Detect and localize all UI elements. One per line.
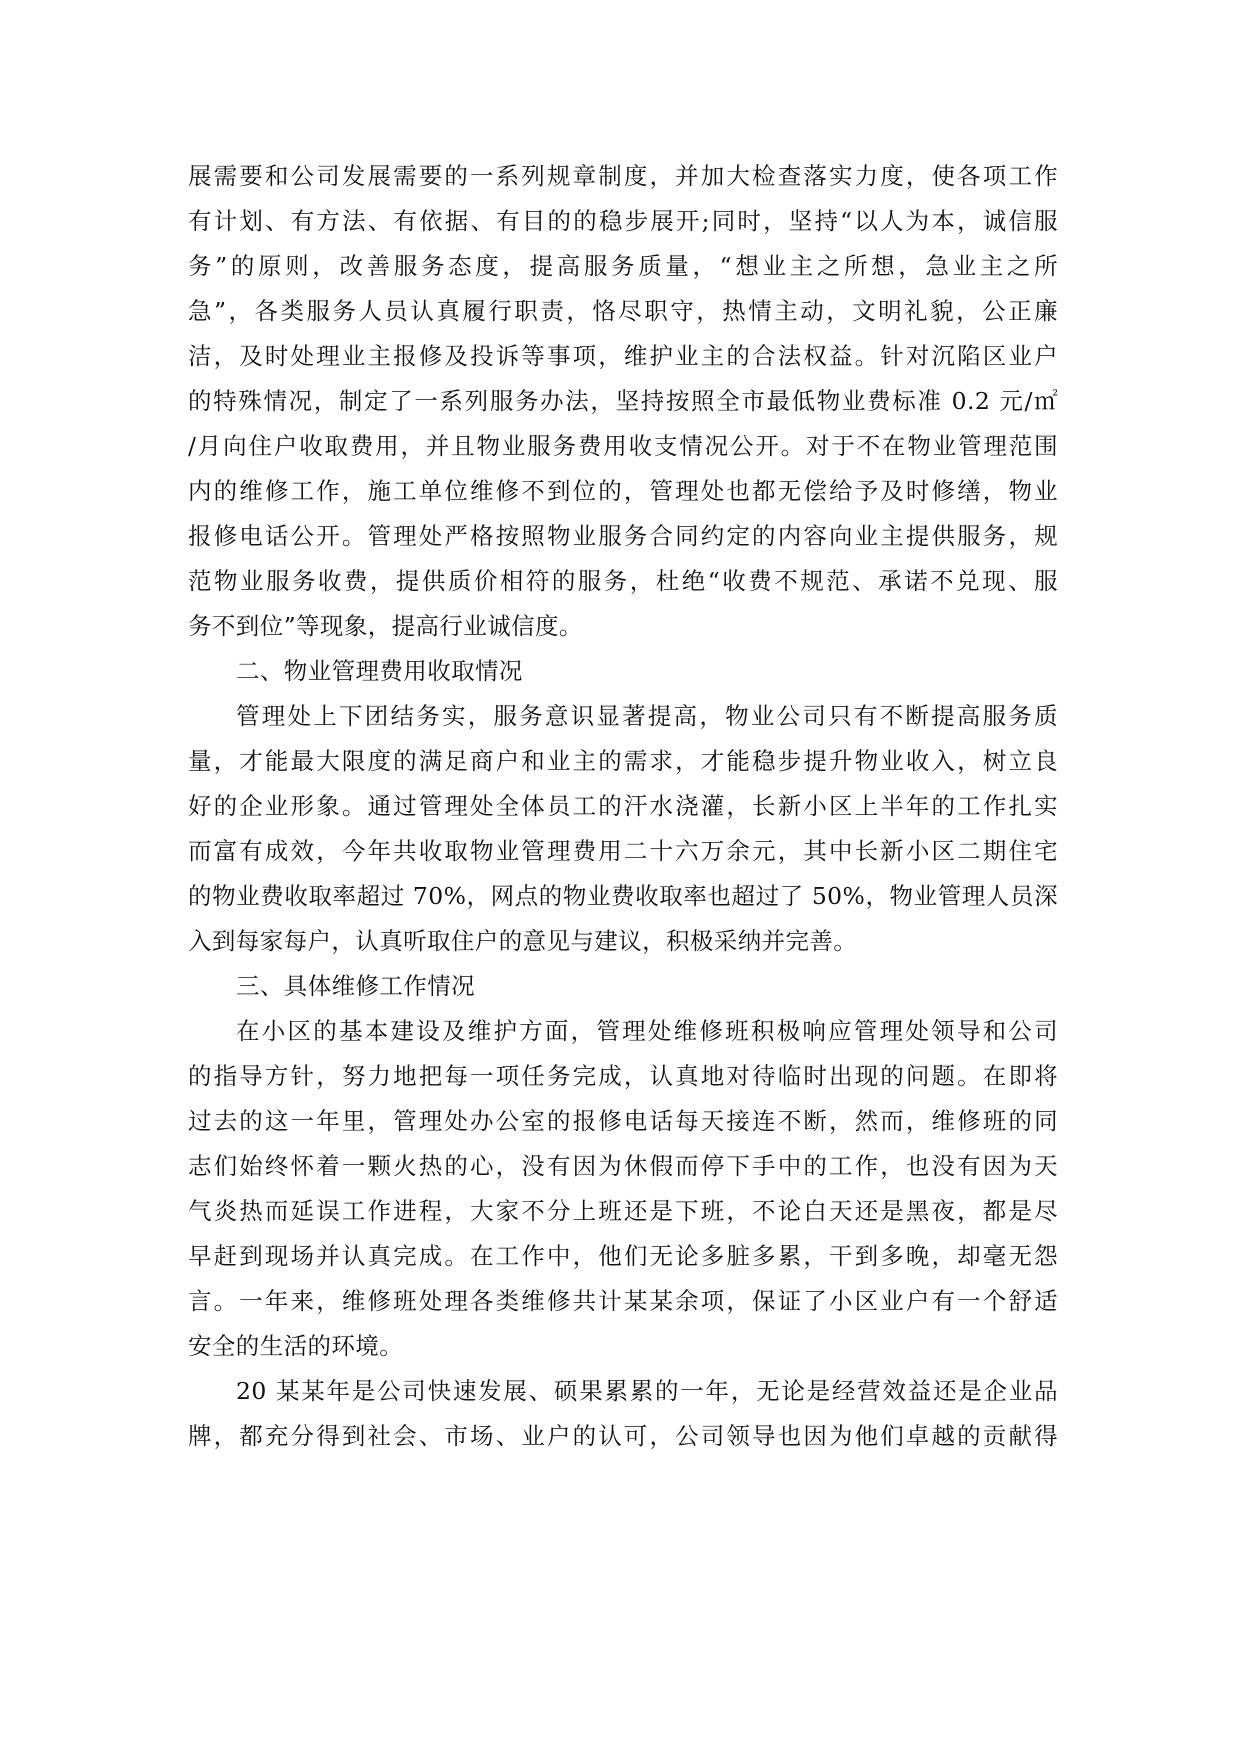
text-line: 报修电话公开。管理处严格按照物业服务合同约定的内容向业主提供服务，规 [188, 522, 1058, 550]
text-line: 气炎热而延误工作进程，大家不分上班还是下班，不论白天还是黑夜，都是尽 [188, 1197, 1058, 1225]
text-line: 早赶到现场并认真完成。在工作中，他们无论多脏多累，干到多晚，却毫无怨 [188, 1242, 1058, 1270]
paragraph-fee-collection [188, 694, 1058, 964]
section-heading-maintenance [188, 964, 1058, 1009]
text-line: 急”，各类服务人员认真履行职责，恪尽职守，热情主动，文明礼貌，公正廉 [188, 297, 1058, 325]
text-line: 过去的这一年里，管理处办公室的报修电话每天接连不断，然而，维修班的同 [188, 1107, 1058, 1135]
text-line: /月向住户收取费用，并且物业服务费用收支情况公开。对于不在物业管理范围 [188, 432, 1058, 460]
text-line: 在小区的基本建设及维护方面，管理处维修班积极响应管理处领导和公司 [236, 1017, 1058, 1045]
text-line: 而富有成效，今年共收取物业管理费用二十六万余元，其中长新小区二期住宅 [188, 837, 1058, 865]
text-line: 量，才能最大限度的满足商户和业主的需求，才能稳步提升物业收入，树立良 [188, 747, 1058, 775]
text-line: 安全的生活的环境。 [188, 1332, 404, 1360]
text-line: 好的企业形象。通过管理处全体员工的汗水浇灌，长新小区上半年的工作扎实 [188, 792, 1058, 820]
heading-line: 二、物业管理费用收取情况 [236, 657, 523, 685]
text-line: 入到每家每户，认真听取住户的意见与建议，积极采纳并完善。 [188, 927, 858, 955]
text-line: 的特殊情况，制定了一系列服务办法，坚持按照全市最低物业费标准 0.2 元/㎡ [188, 387, 1058, 415]
text-line: 的指导方针，努力地把每一项任务完成，认真地对待临时出现的问题。在即将 [188, 1062, 1058, 1090]
text-line: 务不到位”等现象，提高行业诚信度。 [188, 612, 583, 640]
text-line: 有计划、有方法、有依据、有目的的稳步展开;同时，坚持“以人为本，诚信服 [188, 207, 1058, 235]
text-line: 洁，及时处理业主报修及投诉等事项，维护业主的合法权益。针对沉陷区业户 [188, 342, 1058, 370]
text-line: 的物业费收取率超过 70%，网点的物业费收取率也超过了 50%，物业管理人员深 [188, 882, 1058, 910]
text-line: 务”的原则，改善服务态度，提高服务质量，“想业主之所想，急业主之所 [188, 252, 1058, 280]
document-page [188, 154, 1058, 1459]
text-line: 范物业服务收费，提供质价相符的服务，杜绝“收费不规范、承诺不兑现、服 [188, 567, 1058, 595]
text-line: 志们始终怀着一颗火热的心，没有因为休假而停下手中的工作，也没有因为天 [188, 1152, 1058, 1180]
text-line: 内的维修工作，施工单位维修不到位的，管理处也都无偿给予及时修缮，物业 [188, 477, 1058, 505]
text-line: 牌，都充分得到社会、市场、业户的认可，公司领导也因为他们卓越的贡献得 [188, 1422, 1058, 1450]
paragraph-annual-summary [188, 1369, 1058, 1459]
text-line: 20 某某年是公司快速发展、硕果累累的一年，无论是经营效益还是企业品 [236, 1377, 1058, 1405]
paragraph-maintenance [188, 1009, 1058, 1369]
paragraph-service [188, 154, 1058, 649]
text-line: 言。一年来，维修班处理各类维修共计某某余项，保证了小区业户有一个舒适 [188, 1287, 1058, 1315]
section-heading-fee-collection [188, 649, 1058, 694]
text-line: 展需要和公司发展需要的一系列规章制度，并加大检查落实力度，使各项工作 [188, 162, 1058, 190]
heading-line: 三、具体维修工作情况 [236, 972, 475, 1000]
text-line: 管理处上下团结务实，服务意识显著提高，物业公司只有不断提高服务质 [236, 702, 1058, 730]
